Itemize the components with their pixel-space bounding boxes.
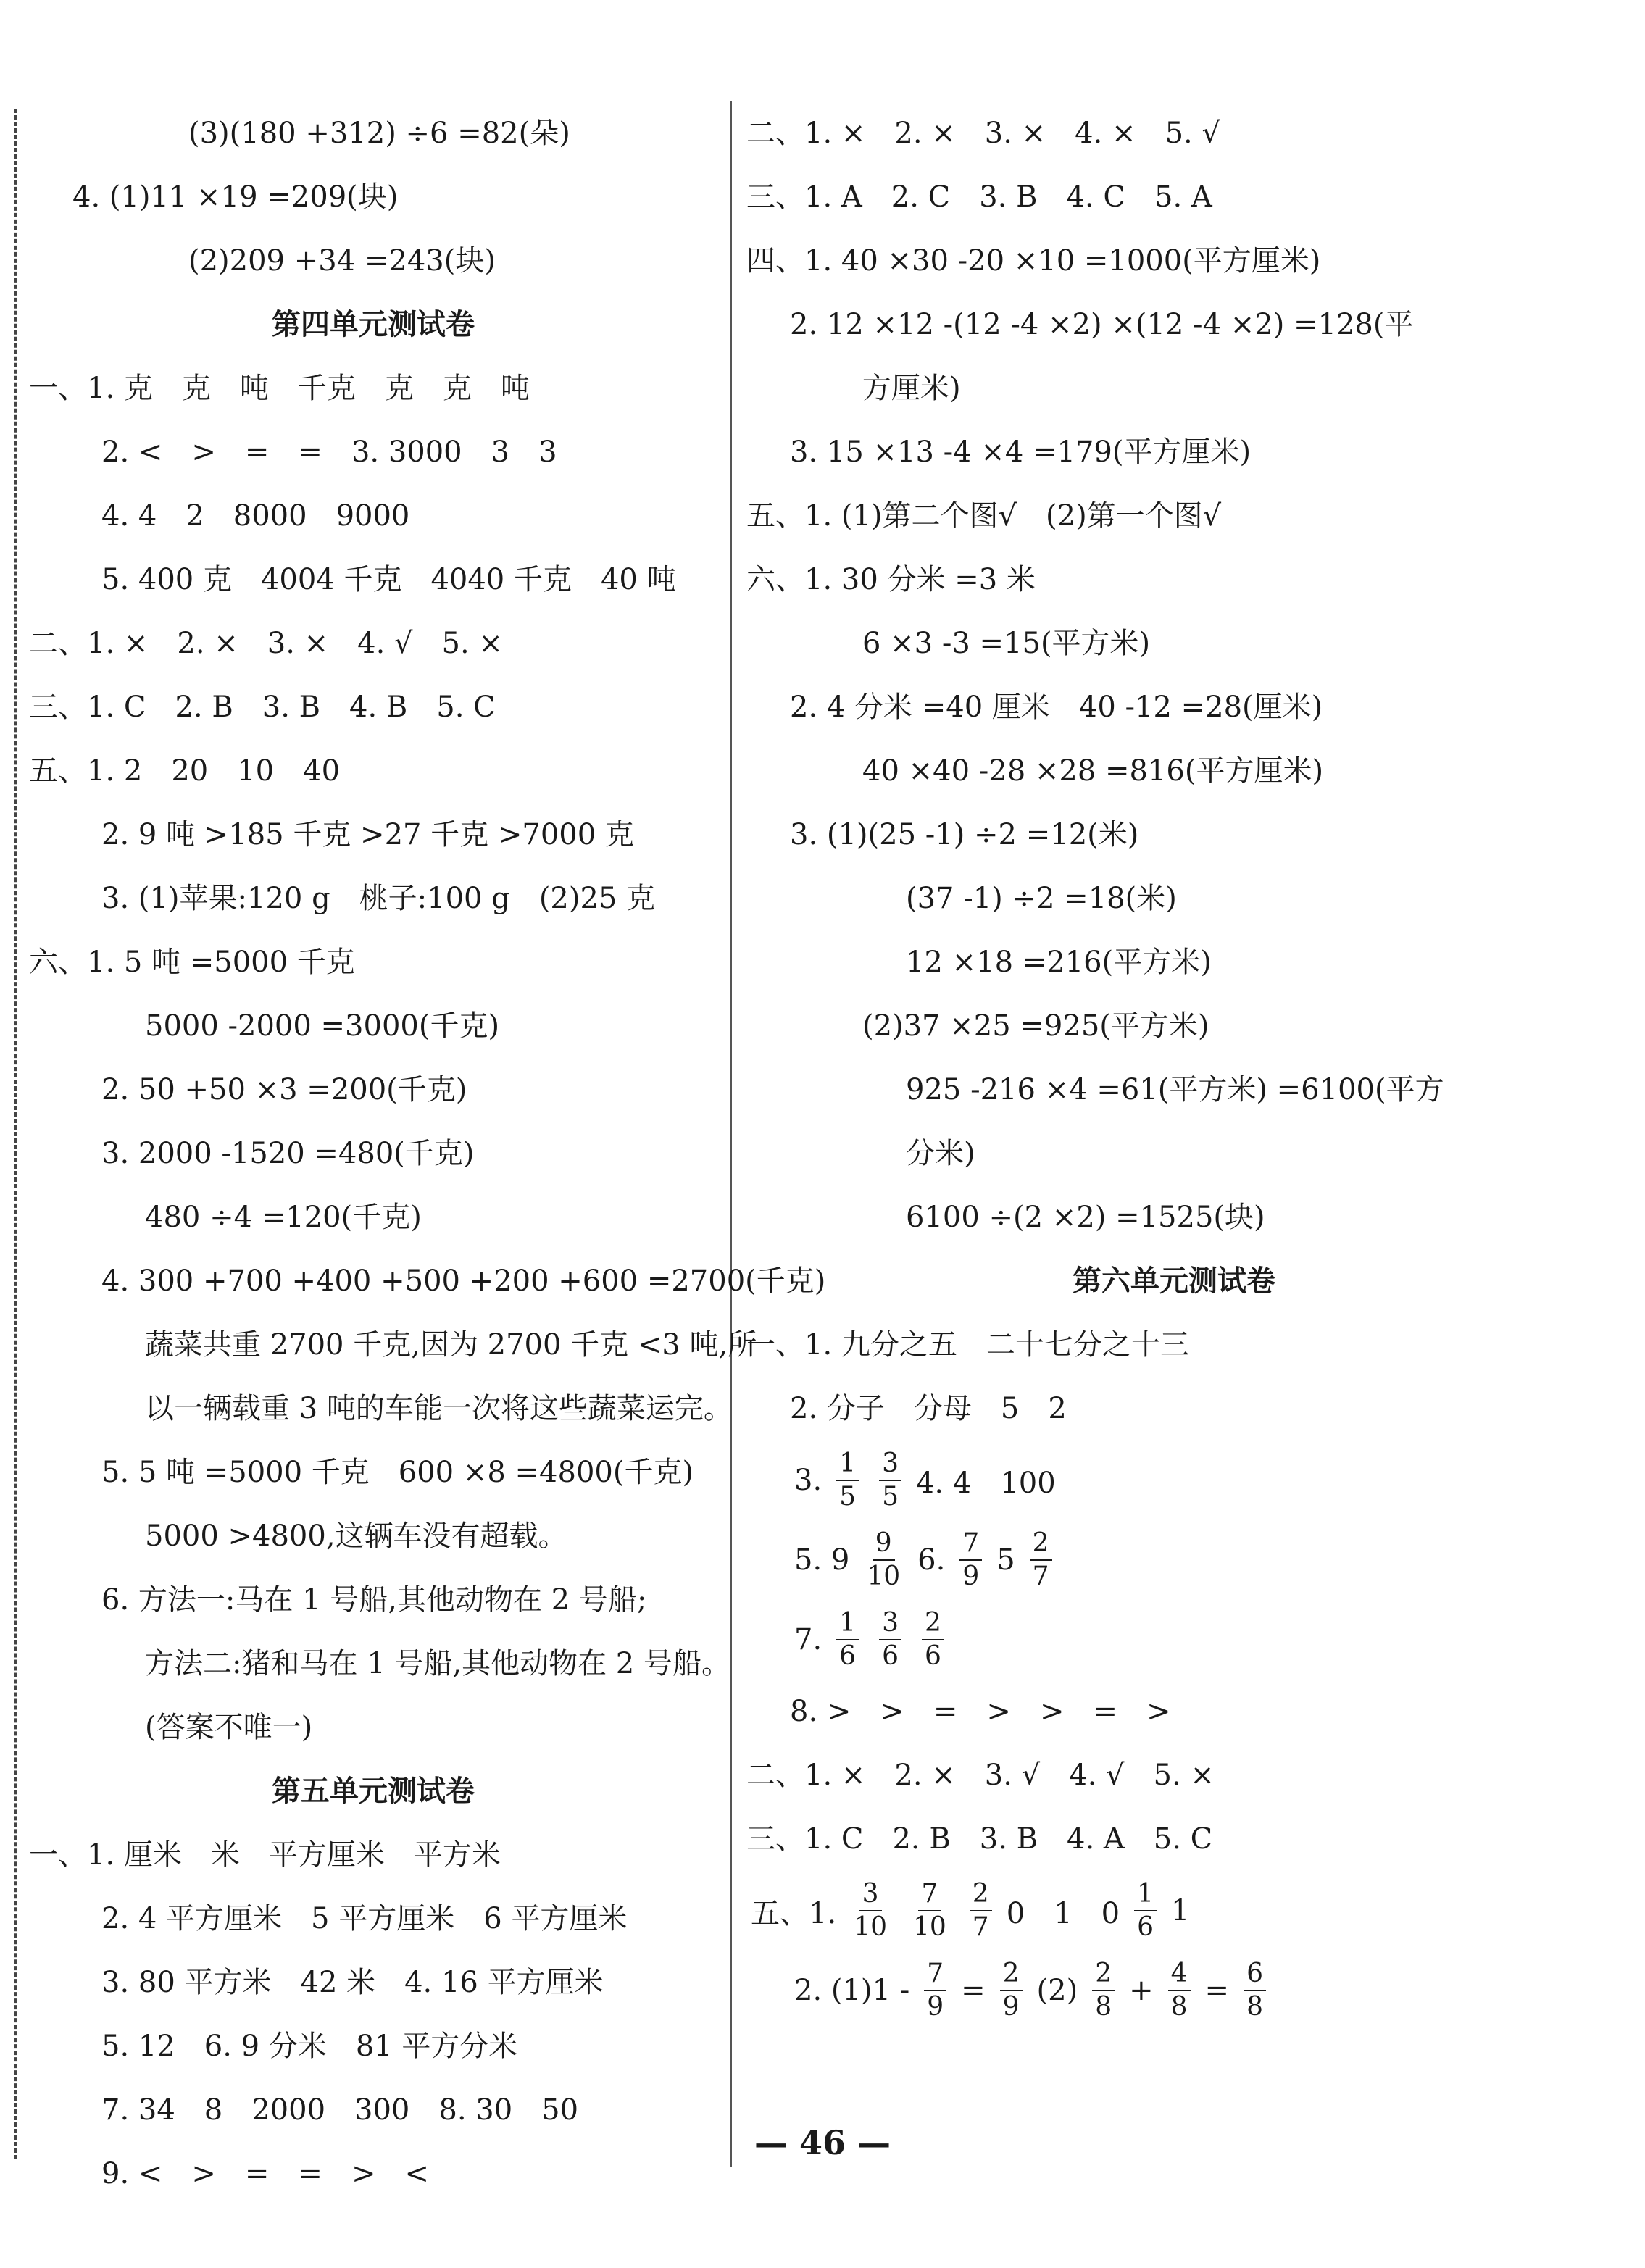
answer-text: 5: [996, 1543, 1015, 1577]
page-number: — 46 —: [754, 2123, 891, 2162]
answer-line: 40 ×40 -28 ×28 =816(平方厘米): [862, 754, 1324, 788]
denominator: 8: [1095, 1992, 1112, 2022]
item-number: 五、1.: [751, 1896, 837, 1930]
right-column: [746, 101, 1602, 2030]
item-number: 2. (1)1 -: [794, 1974, 910, 2007]
numerator: 2: [1030, 1527, 1052, 1561]
operator: =: [1204, 1974, 1230, 2007]
operator: +: [1129, 1974, 1154, 2007]
denominator: 6: [1137, 1912, 1154, 1942]
fraction: [836, 1448, 859, 1513]
answer-line: (37 -1) ÷2 =18(米): [906, 882, 1177, 915]
numerator: 2: [922, 1607, 944, 1640]
section-heading-unit4: 第四单元测试卷: [272, 308, 475, 341]
answer-line: 6. 方法一:马在 1 号船,其他动物在 2 号船;: [101, 1583, 647, 1617]
answer-line: 4. 300 +700 +400 +500 +200 +600 =2700(千克): [101, 1264, 826, 1298]
fraction: [1168, 1958, 1191, 2023]
answer-line: 二、1. × 2. × 3. √ 4. √ 5. ×: [746, 1759, 1215, 1792]
fraction: [970, 1878, 992, 1943]
answer-line: 3. 15 ×13 -4 ×4 =179(平方厘米): [790, 435, 1252, 469]
fraction: [851, 1878, 890, 1943]
fraction: [1134, 1878, 1157, 1943]
answer-line: 6100 ÷(2 ×2) =1525(块): [906, 1201, 1265, 1234]
numerator: 6: [1244, 1958, 1266, 1991]
answer-line: (3)(180 +312) ÷6 =82(朵): [188, 117, 570, 150]
numerator: 7: [924, 1958, 946, 1991]
answer-line: (答案不唯一): [145, 1711, 313, 1744]
fraction: [879, 1448, 901, 1513]
answer-line: 三、1. A 2. C 3. B 4. C 5. A: [746, 180, 1212, 214]
numerator: 2: [1092, 1958, 1115, 1991]
denominator: 6: [839, 1641, 857, 1671]
answer-line: 三、1. C 2. B 3. B 4. B 5. C: [29, 691, 496, 724]
cut-line: [14, 109, 17, 2159]
answer-line: (2)37 ×25 =925(平方米): [862, 1009, 1209, 1043]
answer-text: 0 1 0: [1006, 1896, 1120, 1930]
denominator: 9: [962, 1562, 980, 1591]
denominator: 6: [924, 1641, 941, 1671]
answer-line: 12 ×18 =216(平方米): [906, 946, 1212, 979]
answer-line: 蔬菜共重 2700 千克,因为 2700 千克 <3 吨,所: [145, 1328, 757, 1362]
answer-line: 方厘米): [862, 372, 961, 405]
answer-line: 六、1. 30 分米 =3 米: [746, 563, 1036, 596]
item-number: 6.: [917, 1543, 946, 1577]
answer-line: 五、1. (1)第二个图√ (2)第一个图√: [746, 499, 1222, 533]
item-number: 7.: [794, 1623, 822, 1656]
fraction: [910, 1878, 949, 1943]
answer-line: 五、1. 2 20 10 40: [29, 754, 341, 788]
fraction: [1092, 1958, 1115, 2023]
numerator: 2: [970, 1878, 992, 1911]
fraction: [1244, 1958, 1266, 2023]
answer-line: 一、1. 克 克 吨 千克 克 克 吨: [29, 372, 530, 405]
answer-line: 2. < > = = 3. 3000 3 3: [101, 435, 557, 469]
answer-line: 9. < > = = > <: [101, 2157, 429, 2190]
answer-line: 一、1. 九分之五 二十七分之十三: [746, 1328, 1189, 1362]
numerator: 1: [836, 1448, 859, 1481]
denominator: 9: [1002, 1992, 1020, 2022]
numerator: 7: [959, 1527, 982, 1561]
answer-line: 一、1. 厘米 米 平方厘米 平方米: [29, 1838, 501, 1872]
answer-line: 3. (1)苹果:120 g 桃子:100 g (2)25 克: [101, 882, 656, 915]
fraction-line-5: [746, 1520, 1602, 1600]
section-heading-unit6: 第六单元测试卷: [1073, 1264, 1275, 1298]
answer-line: 5000 >4800,这辆车没有超载。: [145, 1519, 567, 1553]
answer-text: 4. 4 100: [915, 1466, 1056, 1500]
denominator: 10: [912, 1912, 946, 1942]
item-number: (2): [1036, 1974, 1078, 2007]
answer-line: 六、1. 5 吨 =5000 千克: [29, 946, 355, 979]
column-divider: [730, 101, 732, 2167]
answer-line: 三、1. C 2. B 3. B 4. A 5. C: [746, 1822, 1213, 1856]
answer-line: 5. 400 克 4004 千克 4040 千克 40 吨: [101, 563, 676, 596]
fraction-line-3: [746, 1441, 1602, 1520]
answer-line: 4. 4 2 8000 9000: [101, 499, 410, 533]
answer-line: 2. 9 吨 >185 千克 >27 千克 >7000 克: [101, 818, 634, 851]
answer-line: 6 ×3 -3 =15(平方米): [862, 627, 1151, 660]
answer-line: 5. 12 6. 9 分米 81 平方分米: [101, 2030, 518, 2063]
denominator: 7: [972, 1912, 989, 1942]
answer-line: 3. 2000 -1520 =480(千克): [101, 1137, 475, 1170]
numerator: 2: [1000, 1958, 1023, 1991]
operator: =: [961, 1974, 986, 2007]
answer-line: 3. (1)(25 -1) ÷2 =12(米): [790, 818, 1139, 851]
answer-line: 480 ÷4 =120(千克): [145, 1201, 422, 1234]
fraction: [864, 1527, 903, 1593]
numerator: 3: [879, 1607, 901, 1640]
fraction: [836, 1607, 859, 1672]
answer-line: 2. 分子 分母 5 2: [790, 1392, 1067, 1425]
section-heading-unit5: 第五单元测试卷: [272, 1775, 475, 1808]
denominator: 5: [882, 1482, 899, 1512]
denominator: 10: [854, 1912, 887, 1942]
answer-line: 2. 12 ×12 -(12 -4 ×2) ×(12 -4 ×2) =128(平: [790, 308, 1414, 341]
numerator: 1: [836, 1607, 859, 1640]
answer-line: 925 -216 ×4 =61(平方米) =6100(平方: [906, 1073, 1444, 1106]
fraction: [1030, 1527, 1052, 1593]
denominator: 8: [1170, 1992, 1188, 2022]
answer-line: (2)209 +34 =243(块): [188, 244, 496, 278]
numerator: 1: [1134, 1878, 1157, 1911]
fraction-line-five-1: [746, 1871, 1602, 1951]
fraction: [959, 1527, 982, 1593]
answer-line: 以一辆载重 3 吨的车能一次将这些蔬菜运完。: [145, 1392, 733, 1425]
answer-line: 3. 80 平方米 42 米 4. 16 平方厘米: [101, 1966, 604, 1999]
item-number: 3.: [794, 1464, 822, 1497]
answer-line: 2. 4 平方厘米 5 平方厘米 6 平方厘米: [101, 1902, 628, 1935]
denominator: 8: [1246, 1992, 1263, 2022]
answer-line: 四、1. 40 ×30 -20 ×10 =1000(平方厘米): [746, 244, 1321, 278]
numerator: 7: [918, 1878, 941, 1911]
denominator: 7: [1032, 1562, 1049, 1591]
numerator: 4: [1168, 1958, 1191, 1991]
answer-line: 2. 50 +50 ×3 =200(千克): [101, 1073, 467, 1106]
answer-line: 4. (1)11 ×19 =209(块): [72, 180, 399, 214]
answer-line: 二、1. × 2. × 3. × 4. × 5. √: [746, 117, 1220, 150]
answer-line: 分米): [906, 1137, 975, 1170]
answer-line: 8. > > = > > = >: [790, 1695, 1171, 1728]
item-number: 5. 9: [794, 1543, 850, 1577]
answer-line: 5. 5 吨 =5000 千克 600 ×8 =4800(千克): [101, 1456, 694, 1489]
fraction: [922, 1607, 944, 1672]
answer-line: 方法二:猪和马在 1 号船,其他动物在 2 号船。: [145, 1647, 730, 1680]
denominator: 9: [927, 1992, 944, 2022]
fraction: [879, 1607, 901, 1672]
denominator: 6: [882, 1641, 899, 1671]
answer-line: 5000 -2000 =3000(千克): [145, 1009, 500, 1043]
answer-text: 1: [1170, 1894, 1190, 1927]
denominator: 5: [839, 1482, 857, 1512]
fraction: [1000, 1958, 1023, 2023]
answer-line: 7. 34 8 2000 300 8. 30 50: [101, 2093, 579, 2127]
answer-line: 2. 4 分米 =40 厘米 40 -12 =28(厘米): [790, 691, 1323, 724]
answer-line: 二、1. × 2. × 3. × 4. √ 5. ×: [29, 627, 503, 660]
denominator: 10: [867, 1562, 901, 1591]
fraction-line-7: [746, 1600, 1602, 1680]
fraction: [924, 1958, 946, 2023]
numerator: 3: [859, 1878, 882, 1911]
numerator: 9: [873, 1527, 895, 1561]
numerator: 3: [879, 1448, 901, 1481]
fraction-line-five-2: [746, 1951, 1602, 2030]
